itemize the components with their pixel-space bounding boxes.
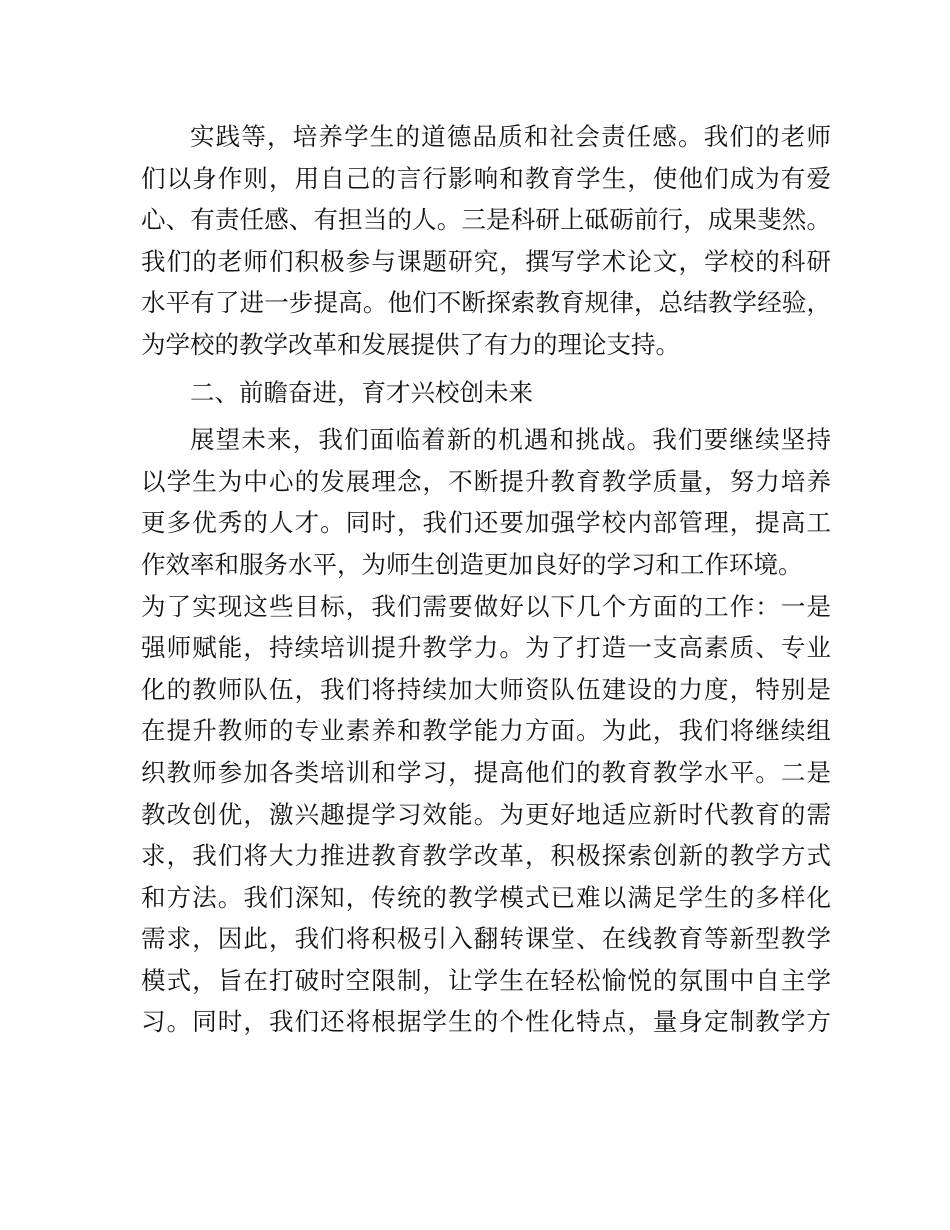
text-line: 习。同时，我们还将根据学生的个性化特点，量身定制教学方 bbox=[141, 1007, 831, 1037]
text-line: 展望未来，我们面临着新的机遇和挑战。我们要继续坚持 bbox=[190, 425, 831, 455]
text-line: 实践等，培养学生的道德品质和社会责任感。我们的老师 bbox=[190, 122, 831, 151]
text-line: 强师赋能，持续培训提升教学力。为了打造一支高素质、专业 bbox=[141, 633, 831, 663]
section-heading: 二、前瞻奋进，育才兴校创未来 bbox=[190, 377, 533, 407]
text-line: 织教师参加各类培训和学习，提高他们的教育教学水平。二是 bbox=[141, 757, 831, 787]
text-line: 作效率和服务水平，为师生创造更加良好的学习和工作环境。 bbox=[141, 549, 803, 579]
text-line: 我们的老师们积极参与课题研究，撰写学术论文，学校的科研 bbox=[141, 246, 831, 276]
text-line: 需求，因此，我们将积极引入翻转课堂、在线教育等新型教学 bbox=[141, 924, 831, 954]
text-line: 心、有责任感、有担当的人。三是科研上砥砺前行，成果斐然。 bbox=[141, 205, 831, 235]
text-line: 以学生为中心的发展理念，不断提升教育教学质量，努力培养 bbox=[141, 466, 831, 496]
text-line: 们以身作则，用自己的言行影响和教育学生，使他们成为有爱 bbox=[141, 163, 831, 193]
text-line: 水平有了进一步提高。他们不断探索教育规律，总结教学经验， bbox=[141, 288, 831, 318]
text-line: 和方法。我们深知，传统的教学模式已难以满足学生的多样化 bbox=[141, 882, 831, 912]
text-line: 化的教师队伍，我们将持续加大师资队伍建设的力度，特别是 bbox=[141, 674, 831, 704]
text-line: 教改创优，激兴趣提学习效能。为更好地适应新时代教育的需 bbox=[141, 799, 831, 829]
text-line: 为学校的教学改革和发展提供了有力的理论支持。 bbox=[141, 329, 680, 359]
text-line: 在提升教师的专业素养和教学能力方面。为此，我们将继续组 bbox=[141, 716, 831, 746]
text-line: 求，我们将大力推进教育教学改革，积极探索创新的教学方式 bbox=[141, 841, 831, 871]
paragraph-outlook bbox=[141, 419, 831, 1043]
text-line: 为了实现这些目标，我们需要做好以下几个方面的工作：一是 bbox=[141, 591, 831, 621]
text-line: 更多优秀的人才。同时，我们还要加强学校内部管理，提高工 bbox=[141, 508, 831, 538]
text-line: 模式，旨在打破时空限制，让学生在轻松愉悦的氛围中自主学 bbox=[141, 965, 831, 995]
paragraph-continued bbox=[141, 116, 831, 366]
document-body bbox=[141, 116, 831, 1043]
